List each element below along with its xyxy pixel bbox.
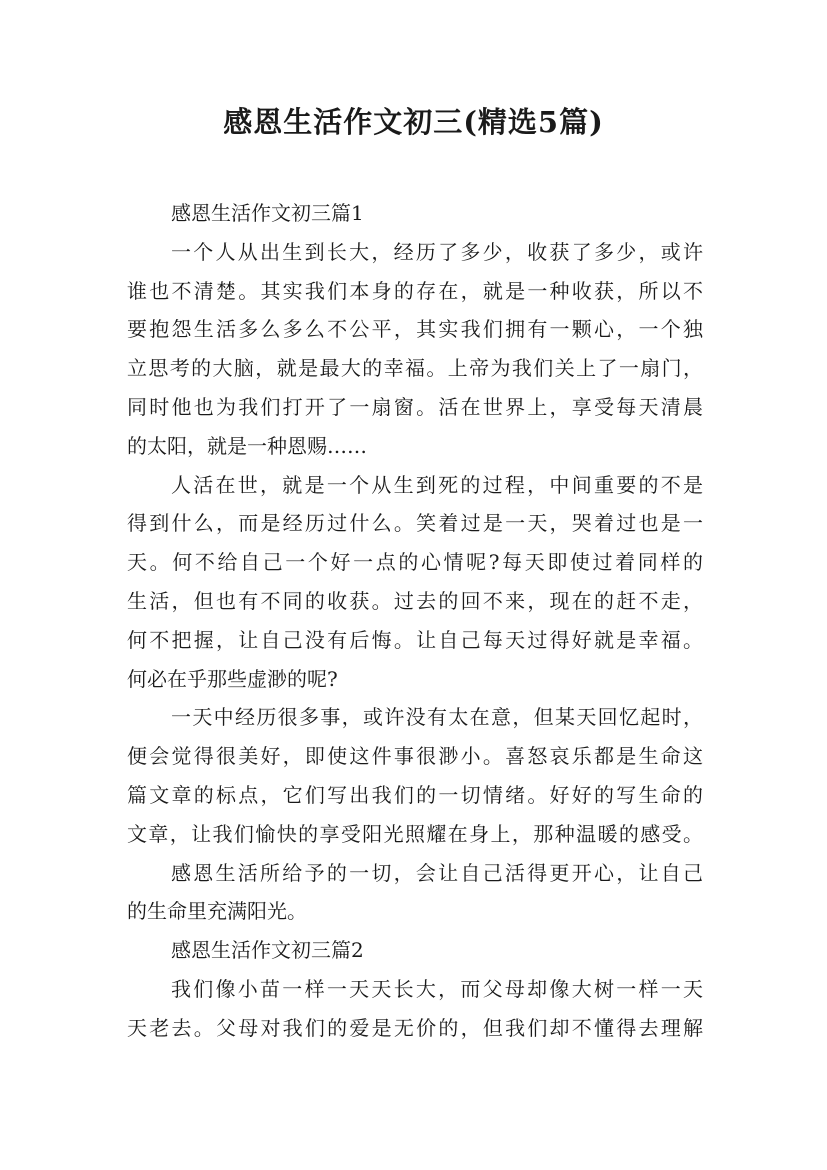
text-line: 的生命里充满阳光。 xyxy=(127,899,307,924)
text-line: 立思考的大脑，就是最大的幸福。上帝为我们关上了一扇门， xyxy=(127,356,703,381)
document-title: 感恩生活作文初三(精选5篇) xyxy=(223,105,604,139)
text-line: 生活，但也有不同的收获。过去的回不来，现在的赶不走， xyxy=(127,588,703,613)
section-heading: 感恩生活作文初三篇2 xyxy=(171,938,364,963)
text-line: 人活在世，就是一个从生到死的过程，中间重要的不是 xyxy=(171,472,703,497)
text-line: 得到什么，而是经历过什么。笑着过是一天，哭着过也是一 xyxy=(127,511,703,536)
text-line: 同时他也为我们打开了一扇窗。活在世界上，享受每天清晨 xyxy=(127,394,703,419)
text-line: 一个人从出生到长大，经历了多少，收获了多少，或许 xyxy=(171,239,703,264)
text-line: 要抱怨生活多么多么不公平，其实我们拥有一颗心，一个独 xyxy=(127,317,703,342)
text-line: 文章，让我们愉快的享受阳光照耀在身上，那种温暖的感受。 xyxy=(127,821,703,846)
text-line: 的太阳，就是一种恩赐…… xyxy=(127,433,367,458)
text-line: 便会觉得很美好，即使这件事很渺小。喜怒哀乐都是生命这 xyxy=(127,744,703,769)
section-heading: 感恩生活作文初三篇1 xyxy=(171,201,364,225)
text-line: 谁也不清楚。其实我们本身的存在，就是一种收获，所以不 xyxy=(127,278,703,303)
text-line: 一天中经历很多事，或许没有太在意，但某天回忆起时， xyxy=(171,705,703,730)
text-line: 感恩生活所给予的一切，会让自己活得更开心，让自己 xyxy=(171,860,703,885)
text-line: 何必在乎那些虚渺的呢? xyxy=(127,666,338,691)
text-line: 篇文章的标点，它们写出我们的一切情绪。好好的写生命的 xyxy=(127,782,703,807)
text-line: 我们像小苗一样一天天长大，而父母却像大树一样一天 xyxy=(171,976,703,1001)
document-body xyxy=(127,194,703,1048)
text-line: 何不把握，让自己没有后悔。让自己每天过得好就是幸福。 xyxy=(127,627,703,652)
text-line: 天老去。父母对我们的爱是无价的，但我们却不懂得去理解 xyxy=(127,1015,703,1040)
text-line: 天。何不给自己一个好一点的心情呢?每天即使过着同样的 xyxy=(127,550,703,575)
